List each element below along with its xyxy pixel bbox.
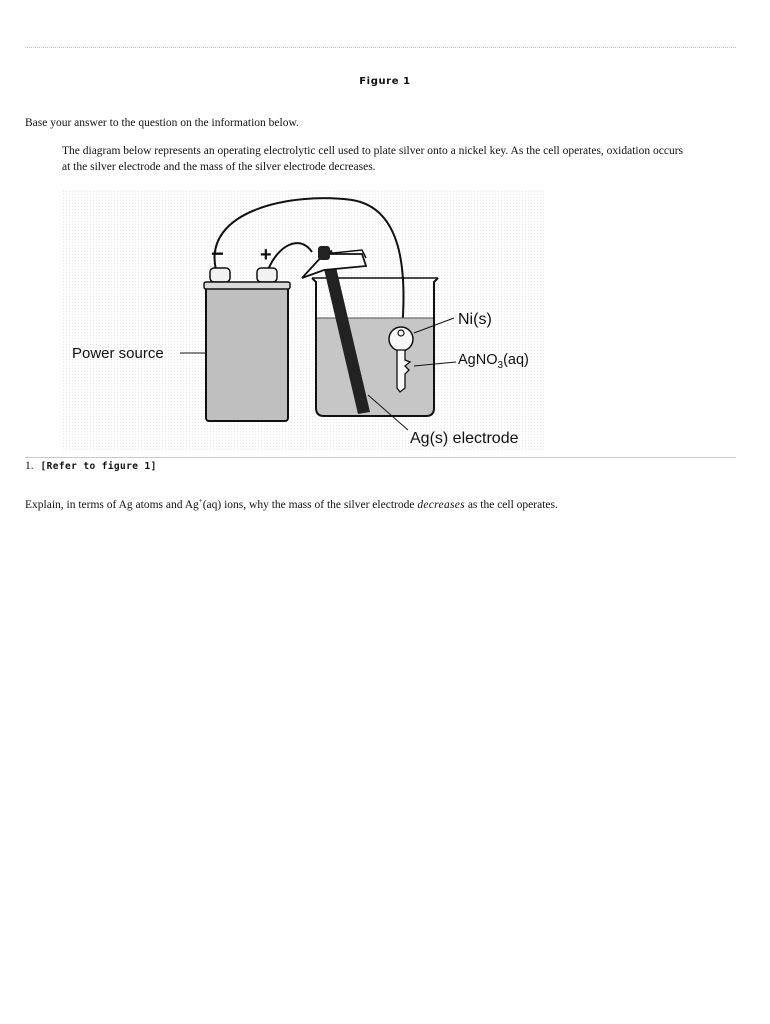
label-ni: Ni(s)	[458, 311, 492, 328]
question-number: 1.	[25, 460, 34, 472]
question-text-middle: (aq) ions, why the mass of the silver electrode	[202, 498, 418, 511]
plus-sign: +	[260, 244, 272, 266]
minus-sign: −	[211, 241, 224, 266]
question-text-before: Explain, in terms of Ag atoms and Ag	[25, 498, 199, 511]
label-agno3-subscript: 3	[497, 360, 504, 371]
passage-line-2: at the silver electrode and the mass of the silver electrode decreases.	[62, 160, 376, 173]
label-ag-electrode: Ag(s) electrode	[410, 430, 519, 447]
passage	[62, 144, 730, 175]
question-text-after: as the cell operates.	[464, 498, 558, 511]
question-divider	[25, 457, 736, 458]
question-superscript: +	[198, 497, 203, 505]
battery	[204, 268, 290, 421]
battery-top	[204, 282, 290, 289]
question-emphasis: decreases	[417, 498, 465, 511]
electrode-cap	[318, 246, 330, 260]
question-text	[25, 497, 558, 511]
battery-terminal-negative	[210, 268, 230, 282]
key-head	[389, 327, 413, 351]
battery-body	[206, 287, 288, 421]
intro-text: Base your answer to the question on the information below.	[25, 117, 299, 129]
label-agno3-tail: (aq)	[503, 352, 529, 368]
passage-line-1: The diagram below represents an operating electrolytic cell used to plate silver onto a nickel key. As the cell operates, oxidation occurs	[62, 145, 683, 157]
question-header	[25, 460, 157, 472]
top-divider	[25, 47, 736, 48]
label-agno3-main: AgNO	[458, 352, 498, 368]
label-power-source: Power source	[72, 345, 164, 362]
battery-terminal-positive	[257, 268, 277, 282]
electrolytic-cell-diagram	[62, 190, 546, 452]
figure-caption: Figure 1	[359, 76, 411, 87]
figure-reference: [Refer to figure 1]	[40, 461, 157, 472]
